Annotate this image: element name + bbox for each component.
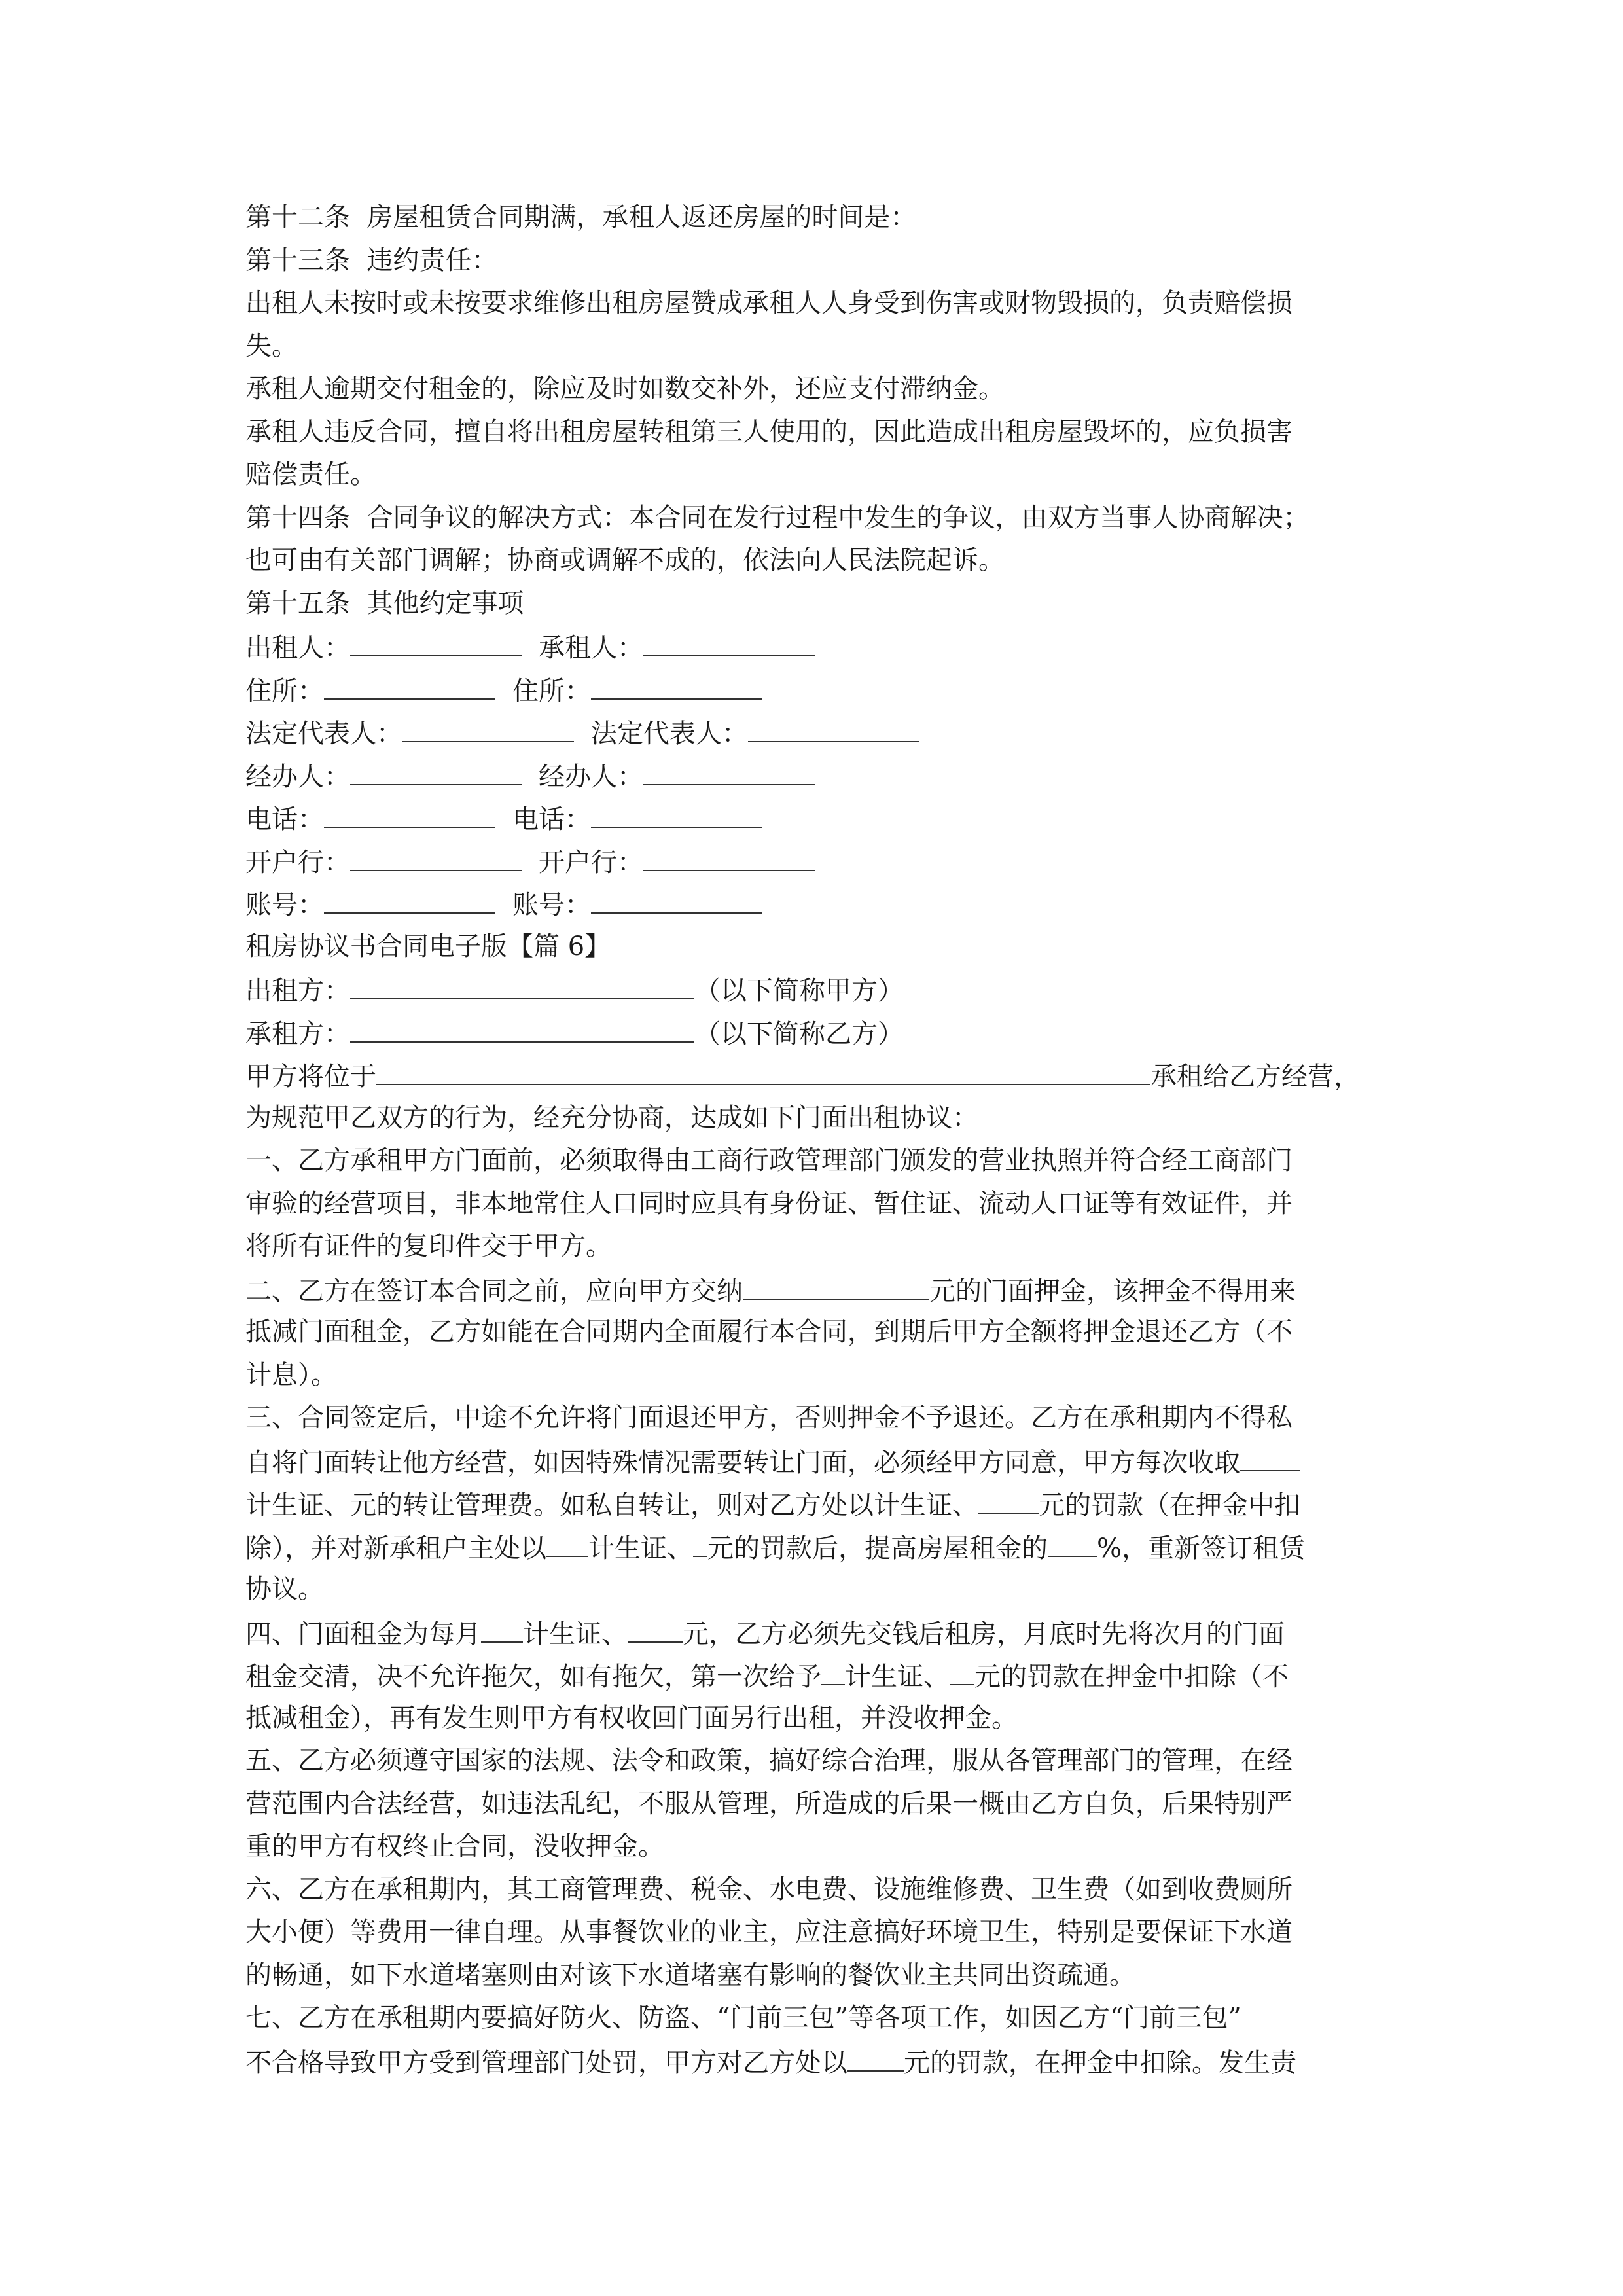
- agent-label: 经办人：: [245, 761, 350, 792]
- clause-4: [245, 1611, 1391, 1655]
- lessor-blank: [350, 625, 522, 656]
- clause-text: 元的罚款在押金中扣除（不: [974, 1662, 1289, 1692]
- signature-row-phone: [245, 797, 1391, 840]
- rent-blank: [628, 1611, 683, 1643]
- lessor-party-label: 出租方：: [245, 976, 350, 1006]
- clause-2: 抵减门面租金，乙方如能在合同期内全面履行本合同，到期后甲方全额将押金退还乙方（不: [245, 1317, 1293, 1347]
- percent-blank: [1048, 1526, 1097, 1557]
- clause-7: [245, 2040, 1391, 2083]
- clause-3: 协议。: [245, 1574, 324, 1604]
- address-blank: [324, 668, 495, 700]
- clause-7: 七、乙方在承租期内要搞好防火、防盗、“门前三包”等各项工作，如因乙方“门前三包”: [245, 2003, 1241, 2033]
- lessor-party-row: [245, 968, 1391, 1011]
- lessee-party-row: [245, 1011, 1391, 1054]
- account-blank: [324, 882, 495, 914]
- clause-3: [245, 1440, 1391, 1483]
- clause-text: 计生证、: [523, 1619, 628, 1649]
- clause-1: 将所有证件的复印件交于甲方。: [245, 1231, 612, 1261]
- clause-3: 三、合同签定后，中途不允许将门面退还甲方，否则押金不予退还。乙方在承租期内不得私: [245, 1403, 1293, 1433]
- clause-text: 计生证、: [845, 1662, 950, 1692]
- phone-label: 电话：: [245, 804, 324, 834]
- intro-text: 为规范甲乙双方的行为，经充分协商，达成如下门面出租协议：: [245, 1102, 978, 1133]
- clause-text: 元，乙方必须先交钱后租房，月底时先将次月的门面: [683, 1619, 1285, 1649]
- bank-blank: [643, 840, 815, 871]
- legal-rep-blank: [748, 711, 919, 742]
- article-14: 第十四条 合同争议的解决方式：本合同在发行过程中发生的争议，由双方当事人协商解决；: [245, 502, 1310, 533]
- article-15: 第十五条 其他约定事项: [245, 588, 524, 619]
- clause-6: 的畅通，如下水道堵塞则由对该下水道堵塞有影响的餐饮业主共同出资疏通。: [245, 1960, 1135, 1990]
- agent-blank: [643, 754, 815, 785]
- clause-text: %，重新签订租赁: [1097, 1533, 1306, 1564]
- fee-blank: [1240, 1440, 1300, 1471]
- account-label: 账号：: [512, 890, 591, 920]
- clause-text: 自将门面转让他方经营，如因特殊情况需要转让门面，必须经甲方同意，甲方每次收取: [245, 1447, 1240, 1478]
- clause-text: 不合格导致甲方受到管理部门处罚，甲方对乙方处以: [245, 2047, 847, 2078]
- signature-row-account: [245, 882, 1391, 925]
- deposit-blank: [743, 1268, 929, 1300]
- legal-rep-label: 法定代表人：: [591, 719, 748, 749]
- article-13-text: 出租人未按时或未按要求维修出租房屋赞成承租人人身受到伤害或财物毁损的，负责赔偿损: [245, 288, 1293, 318]
- clause-text: 元的罚款后，提高房屋租金的: [707, 1533, 1048, 1564]
- article-13-text: 赔偿责任。: [245, 459, 376, 490]
- document-page: [245, 196, 1391, 2083]
- clause-6: 大小便）等费用一律自理。从事餐饮业的业主，应注意搞好环境卫生，特别是要保证下水道: [245, 1917, 1293, 1947]
- fine-blank: [693, 1526, 707, 1557]
- clause-text: 二、乙方在签订本合同之前，应向甲方交纳: [245, 1276, 743, 1306]
- lessee-party-note: （以下简称乙方）: [694, 1018, 904, 1049]
- agent-blank: [350, 754, 522, 785]
- clause-5: 重的甲方有权终止合同，没收押金。: [245, 1831, 664, 1861]
- bank-label: 开户行：: [539, 847, 643, 878]
- bank-blank: [350, 840, 522, 871]
- account-blank: [591, 882, 762, 914]
- article-12: 第十二条 房屋租赁合同期满，承租人返还房屋的时间是：: [245, 202, 917, 232]
- phone-blank: [324, 797, 495, 828]
- clause-4: [245, 1654, 1391, 1697]
- clause-3: [245, 1482, 1391, 1526]
- fine-blank: [978, 1482, 1039, 1514]
- clause-text: 元的门面押金，该押金不得用来: [929, 1276, 1296, 1306]
- clause-2: 计息）。: [245, 1359, 337, 1390]
- clause-2: [245, 1268, 1391, 1312]
- clause-3: [245, 1526, 1391, 1569]
- lessee-party-blank: [350, 1011, 694, 1043]
- article-13-text: 承租人逾期交付租金的，除应及时如数交补外，还应支付滞纳金。: [245, 374, 1005, 404]
- clause-4: 抵减租金），再有发生则甲方有权收回门面另行出租，并没收押金。: [245, 1702, 1018, 1733]
- address-label: 住所：: [245, 675, 324, 706]
- bank-label: 开户行：: [245, 847, 350, 878]
- address-blank: [591, 668, 762, 700]
- clause-text: 租金交清，决不允许拖欠，如有拖欠，第一次给予: [245, 1662, 821, 1692]
- clause-text: 元的罚款（在押金中扣: [1039, 1490, 1300, 1520]
- lessor-party-blank: [350, 968, 694, 999]
- location-blank: [376, 1054, 1150, 1085]
- legal-rep-label: 法定代表人：: [245, 719, 402, 749]
- clause-5: 五、乙方必须遵守国家的法规、法令和政策，搞好综合治理，服从各管理部门的管理，在经: [245, 1746, 1293, 1776]
- fine-blank: [546, 1526, 588, 1557]
- clause-1: 审验的经营项目，非本地常住人口同时应具有身份证、暂住证、流动人口证等有效证件，并: [245, 1188, 1293, 1219]
- clause-text: 计生证、: [588, 1533, 693, 1564]
- location-tail: 承租给乙方经营，: [1150, 1062, 1360, 1092]
- phone-blank: [591, 797, 762, 828]
- fine-blank: [847, 2040, 904, 2072]
- clause-text: 除），并对新承租户主处以: [245, 1533, 546, 1564]
- clause-text: 四、门面租金为每月: [245, 1619, 481, 1649]
- signature-row-parties: [245, 625, 1391, 668]
- legal-rep-blank: [402, 711, 574, 742]
- lessee-party-label: 承租方：: [245, 1018, 350, 1049]
- article-13-text: 失。: [245, 331, 298, 361]
- signature-row-agent: [245, 754, 1391, 797]
- clause-5: 营范围内合法经营，如违法乱纪，不服从管理，所造成的后果一概由乙方自负，后果特别严: [245, 1788, 1293, 1819]
- section-6-heading: 租房协议书合同电子版【篇 6】: [245, 931, 611, 961]
- clause-1: 一、乙方承租甲方门面前，必须取得由工商行政管理部门颁发的营业执照并符合经工商部门: [245, 1145, 1293, 1175]
- clause-text: 元的罚款，在押金中扣除。发生责: [904, 2047, 1296, 2078]
- lessor-party-note: （以下简称甲方）: [694, 976, 904, 1006]
- agent-label: 经办人：: [539, 761, 643, 792]
- lessor-label: 出租人：: [245, 633, 350, 663]
- location-label: 甲方将位于: [245, 1062, 376, 1092]
- article-14: 也可由有关部门调解；协商或调解不成的，依法向人民法院起诉。: [245, 545, 1005, 575]
- fine-blank: [950, 1654, 974, 1685]
- article-13-text: 承租人违反合同，擅自将出租房屋转租第三人使用的，因此造成出租房屋毁坏的，应负损害: [245, 416, 1293, 447]
- account-label: 账号：: [245, 890, 324, 920]
- signature-row-legal-rep: [245, 711, 1391, 754]
- lessee-label: 承租人：: [539, 633, 643, 663]
- signature-row-bank: [245, 840, 1391, 883]
- clause-6: 六、乙方在承租期内，其工商管理费、税金、水电费、设施维修费、卫生费（如到收费厕所: [245, 1874, 1293, 1905]
- fine-blank: [821, 1654, 845, 1685]
- rent-blank: [481, 1611, 523, 1643]
- address-label: 住所：: [512, 675, 591, 706]
- signature-row-address: [245, 668, 1391, 711]
- location-row: [245, 1054, 1391, 1097]
- article-13-heading: 第十三条 违约责任：: [245, 245, 498, 276]
- phone-label: 电话：: [512, 804, 591, 834]
- lessee-blank: [643, 625, 815, 656]
- clause-text: 计生证、元的转让管理费。如私自转让，则对乙方处以计生证、: [245, 1490, 978, 1520]
